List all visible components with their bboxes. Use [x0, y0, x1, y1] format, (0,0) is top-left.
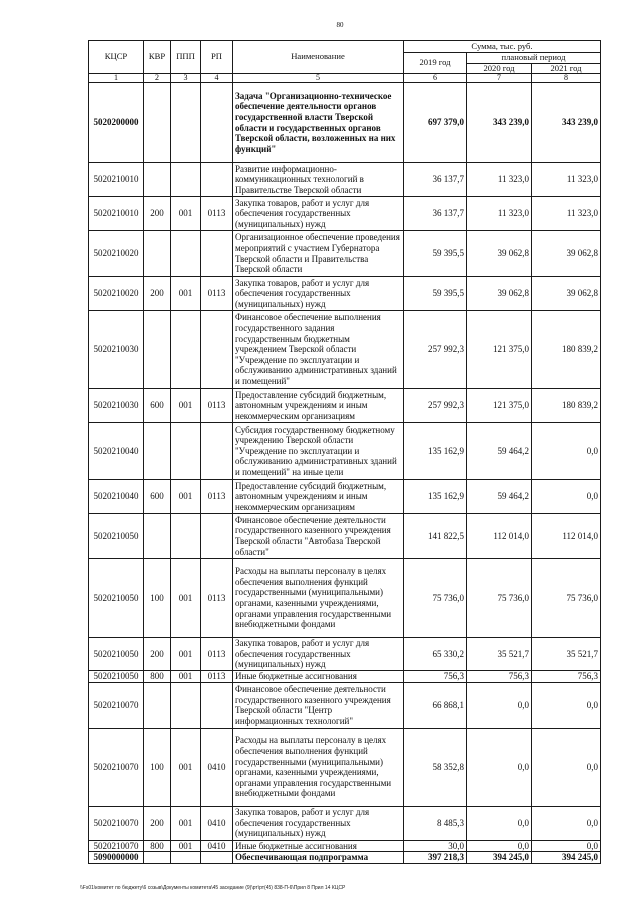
header-rp: РП — [201, 41, 233, 74]
amount-2019-cell: 36 137,7 — [404, 197, 467, 231]
rp-cell — [201, 682, 233, 728]
kcsr-cell: 5020210070 — [89, 682, 144, 728]
amount-2020-cell: 121 375,0 — [467, 389, 532, 423]
rp-cell: 0113 — [201, 671, 233, 683]
column-number-row — [89, 74, 601, 83]
amount-2021-cell: 0,0 — [532, 840, 601, 852]
amount-2019-cell: 65 330,2 — [404, 638, 467, 671]
name-cell: Расходы на выплаты персоналу в целях обеспечения выполнения функций государственными (муниципальными) органами, казенными учреждениями, органами управления государственными внебюджетными фондами — [233, 559, 404, 638]
rp-cell — [201, 311, 233, 389]
name-cell: Предоставление субсидий бюджетным, автономным учреждениям и иным некоммерческим организациям — [233, 389, 404, 423]
table-row — [89, 231, 601, 277]
name-cell: Обеспечивающая подпрограмма — [233, 852, 404, 864]
name-cell: Расходы на выплаты персоналу в целях обеспечения выполнения функций государственными (муниципальными) органами, казенными учреждениями, органами управления государственными внебюджетными фондами — [233, 728, 404, 806]
kvr-cell: 200 — [144, 197, 171, 231]
name-cell: Организационное обеспечение проведения мероприятий с участием Губернатора Тверской области и Правительства Тверской области — [233, 231, 404, 277]
kvr-cell: 200 — [144, 638, 171, 671]
kcsr-cell: 5020210040 — [89, 423, 144, 480]
amount-2021-cell: 112 014,0 — [532, 514, 601, 559]
header-ppp: ППП — [171, 41, 201, 74]
name-cell: Иные бюджетные ассигнования — [233, 840, 404, 852]
amount-2019-cell: 135 162,9 — [404, 423, 467, 480]
header-2019: 2019 год — [404, 53, 467, 74]
rp-cell: 0113 — [201, 197, 233, 231]
amount-2020-cell: 343 239,0 — [467, 83, 532, 163]
rp-cell — [201, 163, 233, 197]
amount-2021-cell: 39 062,8 — [532, 231, 601, 277]
table-body — [89, 83, 601, 864]
table-row — [89, 83, 601, 163]
amount-2019-cell: 135 162,9 — [404, 480, 467, 514]
table-row — [89, 423, 601, 480]
header-2020: 2020 год — [467, 63, 532, 74]
name-cell: Финансовое обеспечение деятельности государственного казенного учреждения Тверской области "Автобаза Тверской области" — [233, 514, 404, 559]
table-row — [89, 514, 601, 559]
kvr-cell: 600 — [144, 389, 171, 423]
table-row — [89, 389, 601, 423]
name-cell: Финансовое обеспечение выполнения государственного задания государственным бюджетным учреждением Тверской области "Учреждение по эксплуатации и обслуживанию административных зданий и помещений" — [233, 311, 404, 389]
amount-2019-cell: 59 395,5 — [404, 277, 467, 311]
rp-cell — [201, 83, 233, 163]
rp-cell: 0113 — [201, 559, 233, 638]
kcsr-cell: 5020210010 — [89, 163, 144, 197]
name-cell: Иные бюджетные ассигнования — [233, 671, 404, 683]
amount-2020-cell: 0,0 — [467, 728, 532, 806]
kcsr-cell: 5020210020 — [89, 277, 144, 311]
kcsr-cell: 5020210040 — [89, 480, 144, 514]
amount-2020-cell: 112 014,0 — [467, 514, 532, 559]
amount-2021-cell: 75 736,0 — [532, 559, 601, 638]
amount-2021-cell: 39 062,8 — [532, 277, 601, 311]
kvr-cell — [144, 163, 171, 197]
amount-2019-cell: 30,0 — [404, 840, 467, 852]
kcsr-cell: 5020210050 — [89, 559, 144, 638]
amount-2019-cell: 59 395,5 — [404, 231, 467, 277]
column-number: 2 — [144, 74, 171, 83]
amount-2020-cell: 35 521,7 — [467, 638, 532, 671]
header-2021: 2021 год — [532, 63, 601, 74]
rp-cell: 0113 — [201, 389, 233, 423]
column-number: 3 — [171, 74, 201, 83]
amount-2019-cell: 397 218,3 — [404, 852, 467, 864]
ppp-cell — [171, 311, 201, 389]
amount-2020-cell: 756,3 — [467, 671, 532, 683]
kvr-cell — [144, 423, 171, 480]
kcsr-cell: 5020210050 — [89, 671, 144, 683]
kvr-cell — [144, 311, 171, 389]
budget-table — [88, 40, 601, 864]
name-cell: Закупка товаров, работ и услуг для обеспечения государственных (муниципальных) нужд — [233, 197, 404, 231]
table-row — [89, 840, 601, 852]
rp-cell: 0410 — [201, 728, 233, 806]
amount-2019-cell: 66 868,1 — [404, 682, 467, 728]
header-sum: Сумма, тыс. руб. — [404, 41, 601, 53]
name-cell: Закупка товаров, работ и услуг для обеспечения государственных (муниципальных) нужд — [233, 277, 404, 311]
amount-2020-cell: 0,0 — [467, 806, 532, 840]
table-row — [89, 163, 601, 197]
table-row — [89, 638, 601, 671]
name-cell: Субсидия государственному бюджетному учреждению Тверской области "Учреждение по эксплуатации и обслуживанию административных зданий и помещений" на иные цели — [233, 423, 404, 480]
amount-2021-cell: 35 521,7 — [532, 638, 601, 671]
rp-cell — [201, 852, 233, 864]
column-number: 4 — [201, 74, 233, 83]
ppp-cell: 001 — [171, 389, 201, 423]
amount-2020-cell: 394 245,0 — [467, 852, 532, 864]
amount-2019-cell: 257 992,3 — [404, 389, 467, 423]
kcsr-cell: 5020210030 — [89, 389, 144, 423]
column-number: 7 — [467, 74, 532, 83]
kvr-cell: 800 — [144, 840, 171, 852]
amount-2021-cell: 180 839,2 — [532, 311, 601, 389]
kcsr-cell: 5020210070 — [89, 806, 144, 840]
ppp-cell — [171, 163, 201, 197]
table-row — [89, 682, 601, 728]
rp-cell: 0113 — [201, 480, 233, 514]
page-number: 80 — [336, 21, 344, 29]
kcsr-cell: 5020210070 — [89, 728, 144, 806]
kcsr-cell: 5020200000 — [89, 83, 144, 163]
name-cell: Предоставление субсидий бюджетным, автономным учреждениям и иным некоммерческим организациям — [233, 480, 404, 514]
header-kvr: КВР — [144, 41, 171, 74]
name-cell: Финансовое обеспечение деятельности государственного казенного учреждения Тверской области "Центр информационных технологий" — [233, 682, 404, 728]
amount-2019-cell: 141 822,5 — [404, 514, 467, 559]
header-planned-period: плановый период — [467, 53, 601, 64]
amount-2020-cell: 0,0 — [467, 682, 532, 728]
amount-2021-cell: 11 323,0 — [532, 163, 601, 197]
kvr-cell — [144, 83, 171, 163]
rp-cell: 0410 — [201, 840, 233, 852]
ppp-cell: 001 — [171, 671, 201, 683]
table-row — [89, 728, 601, 806]
amount-2021-cell: 756,3 — [532, 671, 601, 683]
amount-2021-cell: 0,0 — [532, 682, 601, 728]
ppp-cell: 001 — [171, 197, 201, 231]
name-cell: Задача "Организационно-техническое обеспечение деятельности органов государственной власти Тверской области и государственных органов Тверской области, возложенных на них функций" — [233, 83, 404, 163]
ppp-cell — [171, 423, 201, 480]
amount-2020-cell: 39 062,8 — [467, 231, 532, 277]
table-row — [89, 277, 601, 311]
rp-cell: 0410 — [201, 806, 233, 840]
amount-2019-cell: 697 379,0 — [404, 83, 467, 163]
ppp-cell — [171, 682, 201, 728]
column-number: 6 — [404, 74, 467, 83]
rp-cell: 0113 — [201, 277, 233, 311]
amount-2020-cell: 59 464,2 — [467, 423, 532, 480]
ppp-cell: 001 — [171, 806, 201, 840]
ppp-cell: 001 — [171, 638, 201, 671]
amount-2020-cell: 11 323,0 — [467, 197, 532, 231]
amount-2021-cell: 0,0 — [532, 480, 601, 514]
kvr-cell: 200 — [144, 806, 171, 840]
amount-2021-cell: 0,0 — [532, 728, 601, 806]
amount-2021-cell: 0,0 — [532, 423, 601, 480]
column-number: 1 — [89, 74, 144, 83]
kcsr-cell: 5020210070 — [89, 840, 144, 852]
amount-2019-cell: 36 137,7 — [404, 163, 467, 197]
kvr-cell — [144, 682, 171, 728]
ppp-cell — [171, 514, 201, 559]
table-row — [89, 480, 601, 514]
kcsr-cell: 5020210050 — [89, 514, 144, 559]
amount-2021-cell: 0,0 — [532, 806, 601, 840]
amount-2019-cell: 8 485,3 — [404, 806, 467, 840]
name-cell: Закупка товаров, работ и услуг для обеспечения государственных (муниципальных) нужд — [233, 638, 404, 671]
table-row — [89, 806, 601, 840]
ppp-cell: 001 — [171, 728, 201, 806]
kcsr-cell: 5020210030 — [89, 311, 144, 389]
kvr-cell — [144, 231, 171, 277]
amount-2020-cell: 59 464,2 — [467, 480, 532, 514]
amount-2021-cell: 180 839,2 — [532, 389, 601, 423]
rp-cell — [201, 423, 233, 480]
ppp-cell: 001 — [171, 559, 201, 638]
kvr-cell — [144, 852, 171, 864]
table-row — [89, 311, 601, 389]
kcsr-cell: 5020210020 — [89, 231, 144, 277]
amount-2020-cell: 0,0 — [467, 840, 532, 852]
kcsr-cell: 5020210010 — [89, 197, 144, 231]
amount-2019-cell: 58 352,8 — [404, 728, 467, 806]
header-kcsr: КЦСР — [89, 41, 144, 74]
kcsr-cell: 5020210050 — [89, 638, 144, 671]
rp-cell: 0113 — [201, 638, 233, 671]
kvr-cell: 200 — [144, 277, 171, 311]
table-row — [89, 852, 601, 864]
kvr-cell: 100 — [144, 728, 171, 806]
table-row — [89, 671, 601, 683]
name-cell: Развитие информационно-коммуникационных технологий в Правительстве Тверской области — [233, 163, 404, 197]
amount-2020-cell: 11 323,0 — [467, 163, 532, 197]
kvr-cell: 800 — [144, 671, 171, 683]
column-number: 5 — [233, 74, 404, 83]
ppp-cell — [171, 231, 201, 277]
ppp-cell: 001 — [171, 277, 201, 311]
column-number: 8 — [532, 74, 601, 83]
amount-2021-cell: 11 323,0 — [532, 197, 601, 231]
ppp-cell — [171, 852, 201, 864]
header-name: Наименование — [233, 41, 404, 74]
amount-2021-cell: 394 245,0 — [532, 852, 601, 864]
amount-2020-cell: 121 375,0 — [467, 311, 532, 389]
name-cell: Закупка товаров, работ и услуг для обеспечения государственных (муниципальных) нужд — [233, 806, 404, 840]
ppp-cell — [171, 83, 201, 163]
amount-2019-cell: 756,3 — [404, 671, 467, 683]
amount-2021-cell: 343 239,0 — [532, 83, 601, 163]
table-row — [89, 197, 601, 231]
kvr-cell: 600 — [144, 480, 171, 514]
amount-2020-cell: 39 062,8 — [467, 277, 532, 311]
kcsr-cell: 5090000000 — [89, 852, 144, 864]
kvr-cell — [144, 514, 171, 559]
file-path-footer: \\Fs01\комитет по бюджету\6 созыв\Документы комитета\45 заседание (9)\рт\рт(45) 838-П-6\Прил 8 Прил 14 КЦСР — [80, 885, 346, 891]
table-row — [89, 559, 601, 638]
ppp-cell: 001 — [171, 480, 201, 514]
rp-cell — [201, 231, 233, 277]
ppp-cell: 001 — [171, 840, 201, 852]
amount-2019-cell: 257 992,3 — [404, 311, 467, 389]
amount-2020-cell: 75 736,0 — [467, 559, 532, 638]
kvr-cell: 100 — [144, 559, 171, 638]
rp-cell — [201, 514, 233, 559]
header-row — [89, 41, 601, 53]
amount-2019-cell: 75 736,0 — [404, 559, 467, 638]
